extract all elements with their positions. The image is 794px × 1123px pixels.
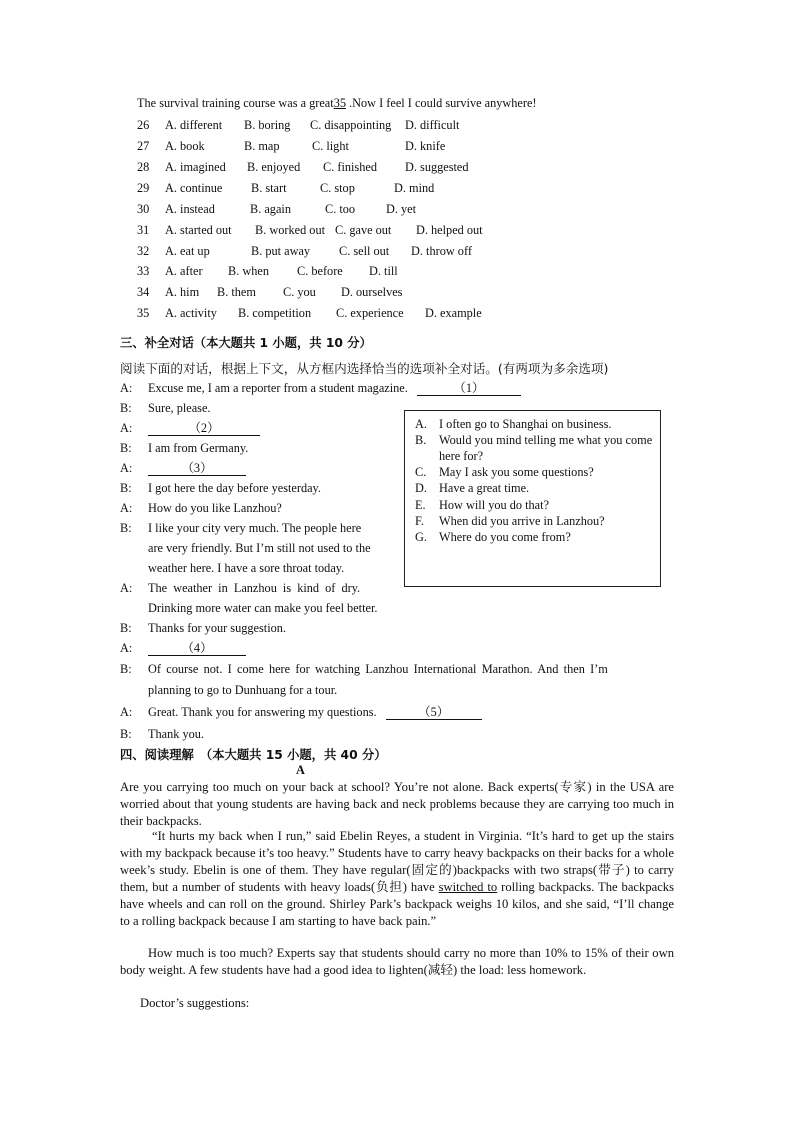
question-number: 35 [137, 306, 150, 320]
question-number: 30 [137, 202, 150, 216]
dialogue-line [148, 381, 521, 396]
speaker-label: B: [120, 662, 132, 676]
speaker-label: B: [120, 521, 132, 535]
option-c: C. gave out [335, 223, 392, 237]
question-number: 27 [137, 139, 150, 153]
option-a: A. after [165, 264, 203, 278]
option-d: D. ourselves [341, 285, 403, 299]
option-d: D. suggested [405, 160, 469, 174]
choice-letter: D. [415, 481, 427, 495]
passage-paragraph-3: How much is too much? Experts say that students should carry no more than 10% to 15% of their own body weight. A few students have had a good idea to lighten(减轻) the load: less homework. [120, 946, 674, 977]
option-b: B. enjoyed [247, 160, 301, 174]
passage-label: A [296, 763, 305, 777]
choice-text: Where do you come from? [439, 530, 571, 544]
dialogue-line [148, 705, 482, 720]
section-3-heading: 三、补全对话（本大题共 1 小题，共 10 分） [120, 336, 372, 350]
choice-letter: F. [415, 514, 424, 528]
utterance: weather here. I have a sore throat today. [148, 561, 345, 575]
question-number: 31 [137, 223, 150, 237]
speaker-label: A: [120, 641, 133, 655]
utterance: planning to go to Dunhuang for a tour. [148, 683, 338, 697]
paragraph-text: rolling backpacks. The backpacks have wheels and can roll on the ground. Shirley Park’s backpack weighs 10 kilos, and she said, “I’ll change to a rolling backpack because I am starting to have back pain.” [120, 880, 674, 928]
option-b: B. again [250, 202, 291, 216]
speaker-label: A: [120, 705, 133, 719]
cloze-tail-end: .Now I feel I could survive anywhere! [345, 96, 537, 110]
option-a: A. book [165, 139, 205, 153]
passage-paragraph-1: Are you carrying too much on your back at school? You’re not alone. Back experts(专家) in the USA are worried about that young students are having back and neck problems because they are carrying too much in their backpacks. [120, 780, 674, 828]
dialogue-line [148, 641, 246, 656]
option-a: A. continue [165, 181, 223, 195]
utterance: Thanks for your suggestion. [148, 621, 286, 635]
choice-letter: A. [415, 417, 427, 431]
utterance: Excuse me, I am a reporter from a student magazine. [148, 381, 408, 395]
speaker-label: A: [120, 461, 133, 475]
utterance: How do you like Lanzhou? [148, 501, 282, 515]
speaker-label: A: [120, 381, 133, 395]
section-4-heading: 四、阅读理解 （本大题共 15 小题，共 40 分） [120, 748, 387, 762]
speaker-label: A: [120, 581, 133, 595]
option-a: A. started out [165, 223, 232, 237]
option-a: A. activity [165, 306, 217, 320]
option-c: C. light [312, 139, 349, 153]
option-d: D. helped out [416, 223, 483, 237]
option-b: B. them [217, 285, 256, 299]
option-a: A. him [165, 285, 200, 299]
option-b: B. map [244, 139, 280, 153]
dialogue-line [148, 421, 260, 436]
question-number: 33 [137, 264, 150, 278]
answer-blank-2: （2） [148, 421, 260, 436]
utterance: Sure, please. [148, 401, 211, 415]
dialogue-line [148, 461, 246, 476]
answer-blank-1: （1） [417, 381, 521, 396]
paragraph-text: “It hurts my back when I run,” said Ebelin Reyes, a student in Virginia. “It’s hard to get up the stairs with my backpack because it’s too heavy.” Students have to carry heavy backpacks on their backs for a whole week’s study. Ebelin is one of them. They have regular(固定的)backpacks with two straps(带子) to carry them, but a number of students with heavy loads(负担) have [120, 829, 674, 894]
option-b: B. when [228, 264, 269, 278]
answer-blank-3: （3） [148, 461, 246, 476]
cloze-tail-text: The survival training course was a great [137, 96, 334, 110]
option-c: C. too [325, 202, 356, 216]
option-d: D. yet [386, 202, 417, 216]
passage-paragraph-4: Doctor’s suggestions: [140, 996, 250, 1010]
choices-box [404, 410, 661, 587]
option-c: C. sell out [339, 244, 390, 258]
option-c: C. experience [336, 306, 404, 320]
option-d: D. difficult [405, 118, 460, 132]
choice-letter: E. [415, 498, 426, 512]
option-b: B. worked out [255, 223, 326, 237]
option-c: C. you [283, 285, 316, 299]
question-number: 28 [137, 160, 150, 174]
utterance: Drinking more water can make you feel better. [148, 601, 378, 615]
speaker-label: B: [120, 727, 132, 741]
passage-paragraph-2 [120, 828, 674, 930]
option-c: C. finished [323, 160, 377, 174]
answer-blank-4: （4） [148, 641, 246, 656]
option-c: C. before [297, 264, 343, 278]
question-number: 32 [137, 244, 150, 258]
utterance: are very friendly. But I’m still not used to the [148, 541, 371, 555]
option-d: D. till [369, 264, 398, 278]
choice-text: I often go to Shanghai on business. [439, 417, 612, 431]
utterance: The weather in Lanzhou is kind of dry. [148, 581, 361, 595]
choice-text: When did you arrive in Lanzhou? [439, 514, 605, 528]
choice-letter: B. [415, 433, 427, 447]
speaker-label: B: [120, 621, 132, 635]
choice-text: May I ask you some questions? [439, 465, 594, 479]
choice-text: Have a great time. [439, 481, 530, 495]
section-3-instruction: 阅读下面的对话，根据上下文，从方框内选择恰当的选项补全对话。(有两项为多余选项) [120, 361, 609, 376]
underlined-phrase: switched to [438, 880, 498, 894]
option-b: B. start [251, 181, 287, 195]
speaker-label: B: [120, 441, 132, 455]
utterance: I like your city very much. The people here [148, 521, 362, 535]
option-b: B. boring [244, 118, 291, 132]
option-a: A. imagined [165, 160, 226, 174]
option-a: A. different [165, 118, 223, 132]
option-a: A. instead [165, 202, 215, 216]
option-b: B. competition [238, 306, 312, 320]
option-d: D. example [425, 306, 482, 320]
speaker-label: A: [120, 421, 133, 435]
option-c: C. stop [320, 181, 355, 195]
utterance: Thank you. [148, 727, 205, 741]
option-d: D. mind [394, 181, 435, 195]
option-a: A. eat up [165, 244, 210, 258]
speaker-label: B: [120, 401, 132, 415]
choice-letter: C. [415, 465, 427, 479]
utterance: Of course not. I come here for watching Lanzhou International Marathon. And then I’m [148, 662, 608, 676]
question-number: 34 [137, 285, 150, 299]
speaker-label: B: [120, 481, 132, 495]
cloze-blank-35: 35 [333, 96, 346, 110]
speaker-label: A: [120, 501, 133, 515]
utterance: Great. Thank you for answering my questions. [148, 705, 377, 719]
choice-letter: G. [415, 530, 427, 544]
question-number: 26 [137, 118, 150, 132]
cloze-tail-line [137, 96, 537, 111]
utterance: I got here the day before yesterday. [148, 481, 321, 495]
utterance: I am from Germany. [148, 441, 249, 455]
option-c: C. disappointing [310, 118, 392, 132]
answer-blank-5: （5） [386, 705, 482, 720]
question-number: 29 [137, 181, 150, 195]
choice-text: Would you mind telling me what you come here for? [439, 433, 653, 463]
option-d: D. knife [405, 139, 446, 153]
option-d: D. throw off [411, 244, 472, 258]
option-b: B. put away [251, 244, 311, 258]
choice-text: How will you do that? [439, 498, 549, 512]
